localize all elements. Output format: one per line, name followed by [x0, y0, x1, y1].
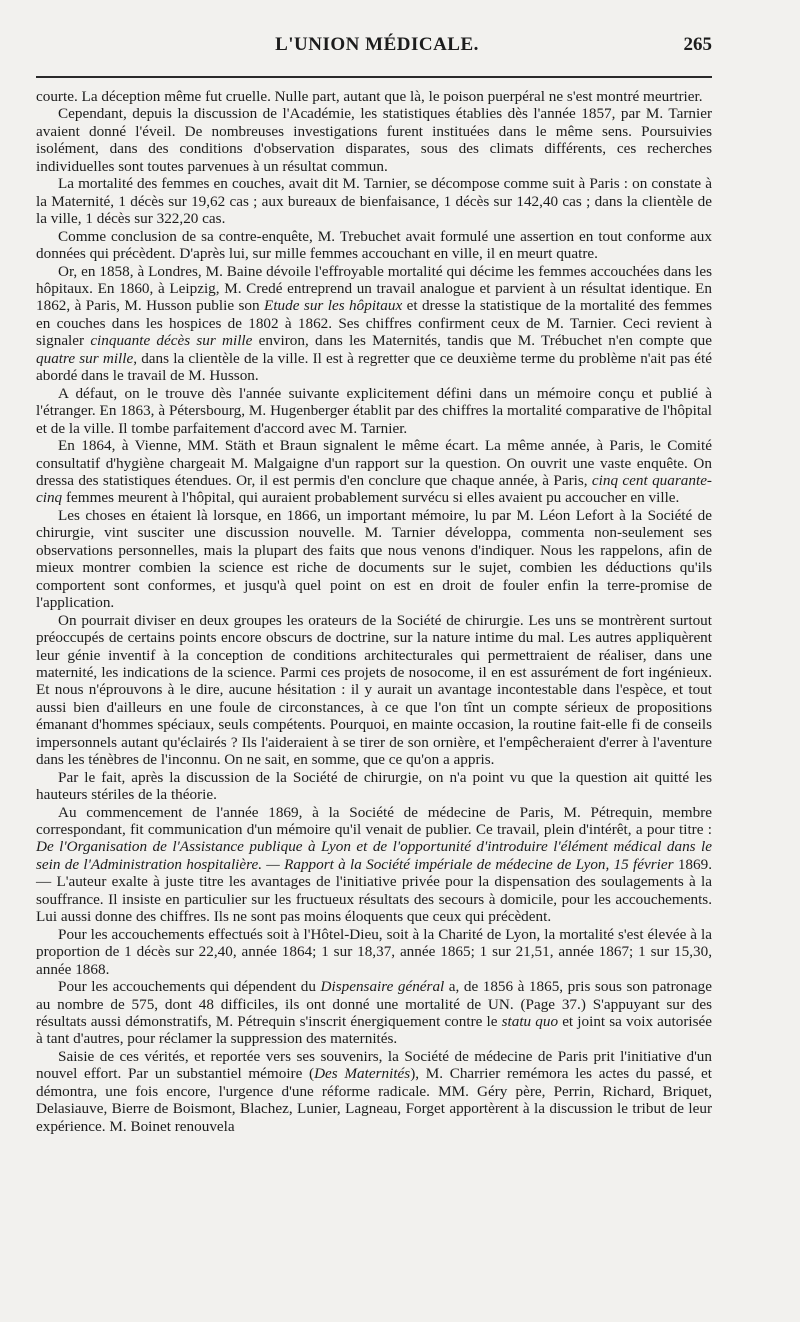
text-run: Comme conclusion de sa contre-enquête, M. Trebuchet avait formulé une assertion en tout conforme aux données qui précèdent. D'après lui, sur mille femmes accouchant en ville, il en meurt quatre. [36, 227, 712, 263]
text-run: Saisie de ces vérités, et reportée vers ses souvenirs, la Société de médecine de Paris prit l'initiative d'un nouvel effort. Par un substantiel mémoire ( [36, 1047, 712, 1083]
text-run: , dans la clientèle de la ville. Il est à regretter que ce deuxième terme du problème n'ait pas été abordé dans le travail de M. Husson. [36, 349, 713, 385]
text-run: Les choses en étaient là lorsque, en 1866, un important mémoire, lu par M. Léon Lefort à la Société de chirurgie, vint susciter une discussion nouvelle. M. Tarnier développa, commenta non-seulement ses observations personnelles, mais la plupart des faits que nous venons d'indiquer. Nous les rappelons, afin de mieux montrer combien la science est riche de documents sur le sujet, combien les déductions qu'ils comportent sont conformes, et jusqu'à quel point on est en droit de fouler enfin la terre-promise de l'application. [36, 506, 712, 612]
text-run: et dresse la statistique de la mortalité des femmes en couches dans les hospices de 1802 à 1862. Ses chiffres confirment ceux de M. Tarnier. Ceci revient à signaler [36, 297, 713, 350]
text-run: Pour les accouchements qui dépendent du [58, 978, 321, 996]
paragraph [36, 175, 712, 227]
paragraph [36, 769, 712, 804]
italic-text: Des Maternités [314, 1065, 411, 1083]
text-run: Pour les accouchements effectués soit à l'Hôtel-Dieu, soit à la Charité de Lyon, la mortalité s'est élevée à la proportion de 1 décès sur 22,40, année 1864; 1 sur 18,37, année 1865; 1 sur 21,51, année 1867; 1 sur 15,30, année 1868. [36, 925, 712, 978]
italic-text: quatre sur mille [36, 349, 134, 367]
paragraph [36, 385, 712, 437]
text-run: On pourrait diviser en deux groupes les orateurs de la Société de chirurgie. Les uns se montrèrent surtout préoccupés de certains points encore obscurs de doctrine, sur la nature intime du mal. Les autres appliquèrent leur génie inventif à la conception de conditions architecturales qui permettraient de réaliser, dans une maternité, les indications de la science. Parmi ces projets de nosocome, il en est assurément de fort ingénieux. Et nous n'éprouvons à le dire, aucune hésitation : il y aurait un avantage incontestable dans l'espèce, et tout aussi bien d'ailleurs en une foule de circonstances, à ce que l'on tînt un compte sérieux de propositions émanant d'hommes spéciaux, seuls compétents. Pourquoi, en mainte occasion, la routine fait-elle fi de conseils impersonnels autant qu'éclairés ? Ils l'aideraient à se tirer de son ornière, et l'empêcheraient d'errer à l'aventure dans les ténèbres de l'inconnu. On ne sait, en somme, que ce qu'on a appris. [36, 611, 712, 769]
paragraph [36, 105, 712, 175]
paragraph [36, 804, 712, 926]
text-run: Au commencement de l'année 1869, à la Société de médecine de Paris, M. Pétrequin, membre correspondant, fit communication d'un mémoire qu'il venait de publier. Ce travail, plein d'intérêt, a pour titre : [36, 803, 712, 839]
italic-text: cinquante décès sur mille [90, 332, 253, 350]
text-run: En 1864, à Vienne, MM. Stäth et Braun signalent le même écart. La même année, à Paris, le Comité consultatif d'hygiène chargeait M. Malgaigne d'un rapport sur la question. On ouvrit une vaste enquête. On dressa des statistiques étendues. Or, il est permis d'en conclure que chaque année, à Paris, [36, 437, 712, 489]
text-run: Par le fait, après la discussion de la Société de chirurgie, on n'a point vu que la question ait quitté les hauteurs stériles de la théorie. [36, 768, 712, 804]
text-run: courte. La déception même fut cruelle. Nulle part, autant que là, le poison puerpéral ne s'est montré meurtrier. [36, 88, 703, 105]
page-header [42, 34, 712, 60]
paragraph [36, 228, 712, 263]
text-run: environ, dans les Maternités, tandis que M. Trébuchet n'en compte que [252, 332, 713, 350]
header-rule [36, 76, 712, 78]
italic-text: Etude sur les hôpitaux [264, 297, 403, 315]
text-run: La mortalité des femmes en couches, avait dit M. Tarnier, se décompose comme suit à Paris : on constate à la Maternité, 1 décès sur 19,62 cas ; aux bureaux de bienfaisance, 1 décès sur 142,40 cas ; dans la clientèle de la ville, 1 décès sur 322,20 cas. [36, 175, 712, 228]
paragraph [36, 263, 712, 385]
paragraph [36, 437, 712, 507]
page-number: 265 [683, 34, 712, 55]
text-run: A défaut, on le trouve dès l'année suivante explicitement défini dans un mémoire conçu et publié à l'étranger. En 1863, à Pétersbourg, M. Hugenberger établit par des chiffres la mortalité comparative de l'hôpital et de la ville. Il tombe parfaitement d'accord avec M. Tarnier. [36, 384, 712, 437]
text-run: femmes meurent à l'hôpital, qui auraient probablement survécu si elles avaient pu accoucher en ville. [62, 489, 680, 507]
text-run: ), M. Charrier remémora les actes du passé, et démontra, une fois encore, l'urgence d'une réforme radicale. MM. Géry père, Perrin, Richard, Briquet, Delasiauve, Bierre de Boismont, Blachez, Lunier, Lagneau, Forget apportèrent à la discussion le tribut de leur expérience. M. Boinet renouvela [36, 1065, 712, 1135]
italic-text: Dispensaire général [320, 978, 445, 996]
paragraph [36, 88, 712, 105]
paragraph [36, 926, 712, 978]
text-run: 1869. — L'auteur exalte à juste titre les avantages de l'initiative privée pour la dispensation des soulagements à la souffrance. Il insiste en particulier sur les fructueux résultats des secours à domicile, pour les accouchements. Lui aussi donne des chiffres. Ils ne sont pas moins éloquents que ceux qui précèdent. [36, 855, 712, 926]
text-run: a, de 1856 à 1865, pris sous son patronage au nombre de 575, dont 48 difficiles, ils ont donné une mortalité de UN. (Page 37.) S'appuyant sur des résultats aussi démonstratifs, M. Pétrequin s'inscrit énergiquement contre le [36, 978, 712, 1031]
text-run: Cependant, depuis la discussion de l'Académie, les statistiques établies dès l'année 1857, par M. Tarnier avaient donné l'éveil. De nombreuses investigations furent instituées dans le même sens. Poursuivies isolément, dans des conditions d'observation disparates, sous des climats différents, ces recherches individuelles sont toutes parvenues à un résultat commun. [36, 105, 712, 175]
italic-text: statu quo [501, 1013, 559, 1031]
paragraph [36, 978, 712, 1048]
paragraph [36, 507, 712, 612]
running-title: L'UNION MÉDICALE. [275, 34, 479, 55]
italic-text: cinq cent quarante-cinq [36, 471, 712, 507]
body-text [36, 88, 712, 1135]
italic-text: De l'Organisation de l'Assistance publique à Lyon et de l'opportunité d'introduire l'élément médical dans le sein de l'Administration hospitalière. — Rapport à la Société impériale de médecine de Lyon, 15 février [36, 838, 712, 873]
paragraph [36, 612, 712, 769]
text-run: Or, en 1858, à Londres, M. Baine dévoile l'effroyable mortalité qui décime les femmes accouchées dans les hôpitaux. En 1860, à Leipzig, M. Credé entreprend un travail analogue et parvient à un résultat identique. En 1862, à Paris, M. Husson publie son [36, 262, 712, 315]
paragraph [36, 1048, 712, 1135]
text-run: et joint sa voix autorisée à tant d'autres, pour réclamer la suppression des maternités. [36, 1013, 712, 1048]
